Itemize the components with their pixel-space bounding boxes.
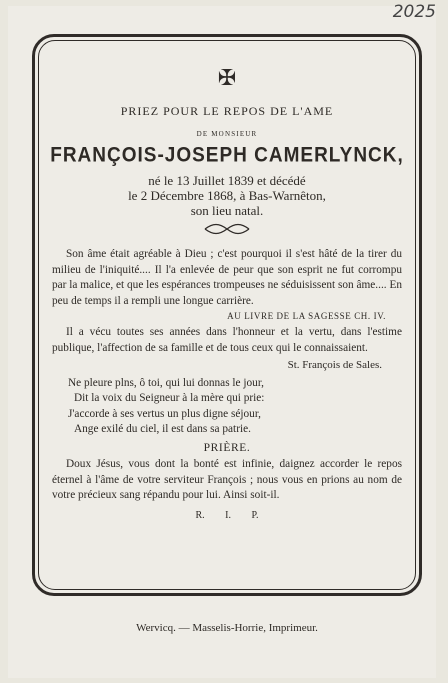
monsieur-label: DE MONSIEUR <box>196 130 258 138</box>
sales-citation: St. François de Sales. <box>287 358 382 371</box>
poem-line: Ange exilé du ciel, il est dans sa patrie. <box>74 423 251 436</box>
handwritten-annotation: 2025 <box>392 2 436 22</box>
bio-line-3: son lieu natal. <box>190 203 264 218</box>
virtue-paragraph: Il a vécu toutes ses années dans l'honneur et la vertu, dans l'estime publique, l'affection de sa famille et de tous ceux qui le connaissaient. <box>52 326 402 354</box>
bio-line-2: le 2 Décembre 1868, à Bas-Warnêton, <box>128 188 326 203</box>
prayer-title: PRIÈRE. <box>203 441 251 454</box>
rip-text: R. I. P. <box>195 509 259 521</box>
scripture-citation: AU LIVRE DE LA SAGESSE CH. IV. <box>227 311 386 322</box>
bio-line-1: né le 13 Juillet 1839 et décédé <box>148 173 306 188</box>
poem-line: Dit la voix du Seigneur à la mère qui prie: <box>74 392 265 405</box>
ornament-divider <box>203 222 251 236</box>
scripture-paragraph: Son âme était agréable à Dieu ; c'est pourquoi il s'est hâté de la tirer du milieu de l'iniquité.... Il l'a enlevée de peur que son esprit ne fut corrompu par la malice, et que les espérances trompeuses ne séduisissent son âme.... En peu de temps il a rempli une longue carrière. <box>52 248 402 307</box>
cross-icon: ✠ <box>217 65 237 90</box>
poem <box>68 376 408 438</box>
deceased-name: FRANÇOIS-JOSEPH CAMERLYNCK, <box>50 143 404 168</box>
printer-credit: Wervicq. — Masselis-Horrie, Imprimeur. <box>136 622 318 634</box>
prayer-text: Doux Jésus, vous dont la bonté est infinie, daignez accorder le repos éternel à l'âme de votre serviteur François ; nous vous en prions au nom de votre précieux sang répandu pour lui. Ainsi soit-il. <box>52 457 402 502</box>
poem-line: J'accorde à ses vertus un plus digne séjour, <box>68 407 261 420</box>
card-content <box>46 66 408 522</box>
pray-heading: PRIEZ POUR LE REPOS DE L'AME <box>120 104 334 118</box>
poem-line: Ne pleure plns, ô toi, qui lui donnas le jour, <box>68 376 264 389</box>
